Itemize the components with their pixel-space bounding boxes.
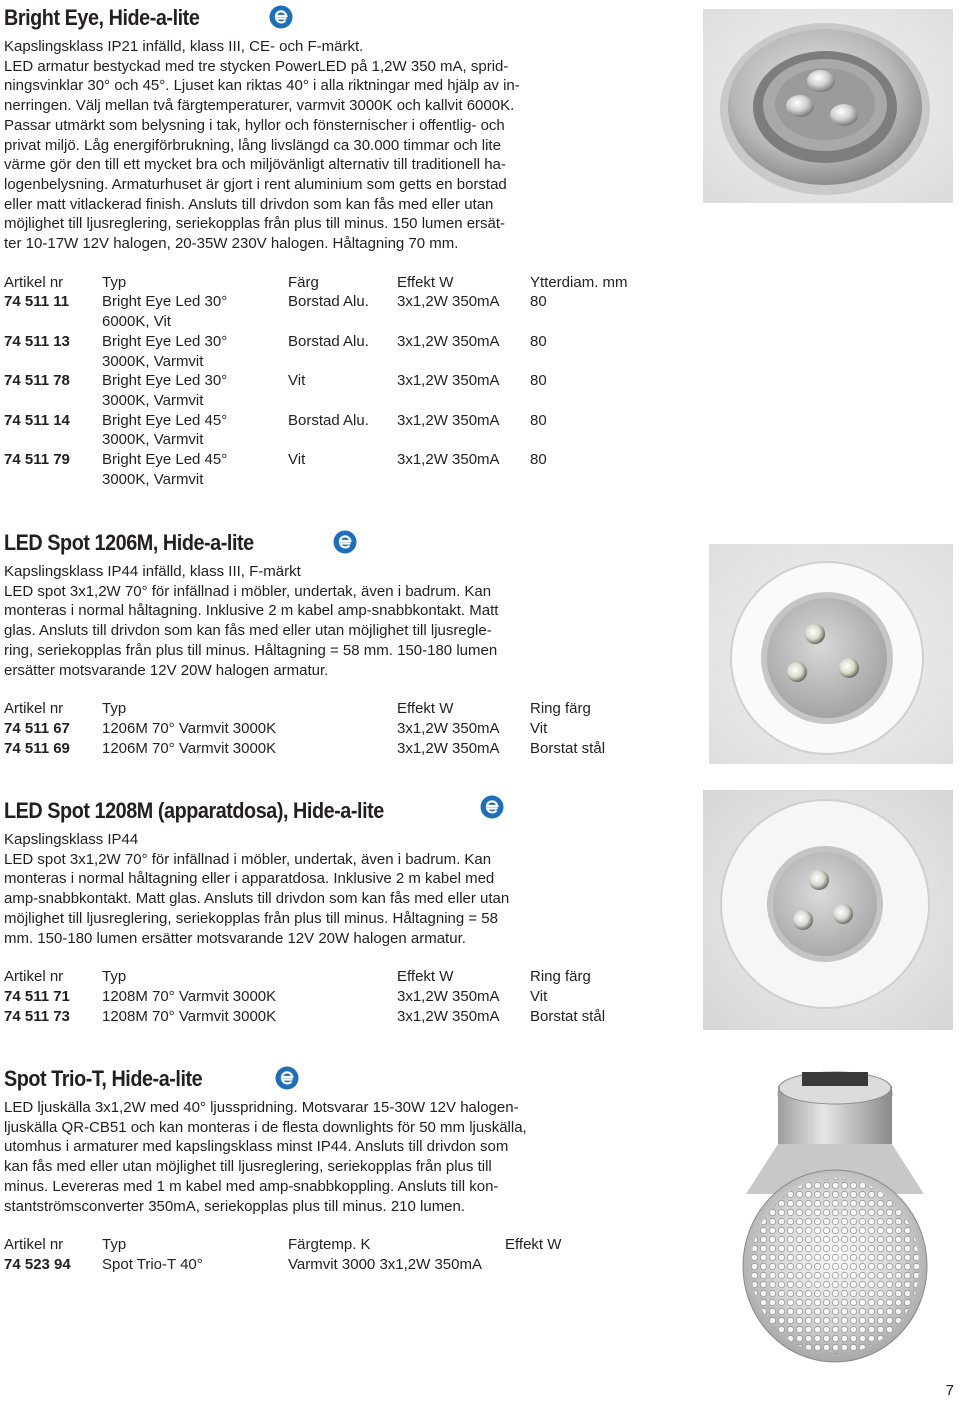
ring-color-cell: Borstat stål (530, 1007, 606, 1025)
column-header: Artikel nr (4, 1236, 64, 1254)
diameter-cell: 80 (530, 411, 547, 429)
diameter-cell: 80 (530, 372, 547, 390)
column-header: Typ (102, 968, 127, 986)
type-cell: 6000K, Vit (102, 313, 171, 331)
diameter-cell: 80 (530, 332, 547, 350)
body-line: ring, seriekopplas från plus till minus. Håltagning = 58 mm. 150-180 lumen (4, 641, 498, 659)
section-description (4, 562, 704, 680)
body-line: Kapslingsklass IP21 infälld, klass III, CE- och F-märkt. (4, 38, 364, 55)
ring-color-cell: Vit (530, 987, 548, 1005)
article-number (4, 312, 102, 332)
column-header: Typ (102, 700, 127, 718)
spec-table (4, 1235, 635, 1274)
section-title: Spot Trio-T, Hide-a-lite (4, 1066, 203, 1091)
color-cell (288, 312, 397, 332)
power-cell (397, 352, 530, 372)
article-number: 74 511 14 (4, 411, 70, 429)
led-spot-1206m-photo (709, 544, 953, 764)
diameter-cell: 80 (530, 451, 547, 469)
type-cell: Bright Eye Led 30° (102, 372, 228, 390)
color-cell: Borstad Alu. (288, 293, 369, 311)
empty-cell (505, 1255, 635, 1275)
article-number (4, 391, 102, 411)
color-temp-cell (288, 1255, 505, 1275)
body-line: stantströmsconverter 350mA, seriekopplas plus till minus. 210 lumen. (4, 1197, 466, 1215)
bright-eye-photo (703, 9, 953, 203)
column-header: Färg (288, 273, 319, 291)
e-logo-icon (333, 530, 357, 554)
section-description (4, 37, 704, 254)
body-line: ljuskälla QR-CB51 och kan monteras i de flesta downlights för 50 mm ljuskälla, (4, 1118, 527, 1136)
column-header: Ytterdiam. mm (530, 273, 628, 291)
article-number: 74 511 11 (4, 293, 70, 311)
section-led-spot-1206m (4, 528, 704, 758)
table-row (4, 470, 670, 490)
section-title-row (4, 528, 704, 562)
body-line: ersätter motsvarande 12V 20W halogen armatur. (4, 661, 329, 679)
column-header: Effekt W (397, 273, 454, 291)
table-row (4, 391, 670, 411)
body-line: möjlighet till ljusreglering, seriekopplas från plus till minus. 150 lumen ersät- (4, 215, 506, 233)
article-number: 74 511 79 (4, 451, 70, 469)
article-number (4, 352, 102, 372)
e-logo-icon (269, 5, 293, 29)
table-row (4, 1007, 670, 1027)
table-header-row (4, 273, 670, 293)
column-header: Artikel nr (4, 968, 64, 986)
diameter-cell (530, 312, 670, 332)
e-logo-icon (275, 1066, 299, 1090)
article-number (4, 470, 102, 490)
table-row (4, 987, 670, 1007)
e-logo-icon (480, 795, 504, 819)
section-title: LED Spot 1206M, Hide-a-lite (4, 530, 254, 555)
column-header: Ring färg (530, 968, 591, 986)
body-line: LED ljuskälla 3x1,2W med 40° ljusspridning. Motsvarar 15-30W 12V halogen- (4, 1099, 519, 1116)
diameter-cell: 80 (530, 293, 547, 311)
diameter-cell (530, 470, 670, 490)
table-row (4, 430, 670, 450)
color-cell: Vit (288, 372, 306, 390)
article-number: 74 511 71 (4, 987, 70, 1005)
power-cell: 3x1,2W 350mA (397, 332, 500, 350)
spec-table (4, 699, 670, 758)
type-cell: Bright Eye Led 45° (102, 411, 228, 429)
column-header: Artikel nr (4, 700, 64, 718)
power-cell: 3x1,2W 350mA (397, 719, 500, 737)
power-cell (397, 430, 530, 450)
body-line: mm. 150-180 lumen ersätter motsvarande 12V 20W halogen armatur. (4, 929, 466, 947)
body-line: ningsvinklar 30° och 45°. Ljuset kan riktas 40° i alla riktningar med hjälp av in- (4, 77, 520, 95)
article-number (4, 430, 102, 450)
type-cell: 3000K, Varmvit (102, 431, 204, 449)
section-title-row (4, 796, 704, 830)
column-header (288, 699, 397, 719)
table-row (4, 719, 670, 739)
article-number: 74 511 78 (4, 372, 70, 390)
power-value: 3x1,2W 350mA (379, 1255, 482, 1273)
body-line: monteras i normal håltagning. Inklusive 2 m kabel amp-snabbkontakt. Matt (4, 602, 499, 620)
section-bright-eye (4, 3, 704, 489)
article-number: 74 511 67 (4, 719, 70, 737)
body-line: privat miljö. Låg energiförbrukning, lång livslängd ca 30.000 timmar och lite (4, 136, 501, 154)
table-row (4, 450, 670, 470)
body-line: nerringen. Välj mellan två färgtemperaturer, varmvit 3000K och kallvit 6000K. (4, 97, 515, 115)
diameter-cell (530, 352, 670, 372)
spec-table (4, 273, 670, 490)
section-spot-trio-t (4, 1064, 704, 1275)
column-header: Artikel nr (4, 273, 64, 291)
body-line: LED spot 3x1,2W 70° för infällnad i möbler, undertak, även i badrum. Kan (4, 582, 492, 600)
type-cell: 1206M 70° Varmvit 3000K (102, 719, 277, 737)
body-line: ter 10-17W 12V halogen, 20-35W 230V halogen. Håltagning 70 mm. (4, 235, 459, 253)
body-line: utomhus i armaturer med kapslingsklass minst IP44. Ansluts till drivdon som (4, 1138, 509, 1156)
body-line: amp-snabbkontakt. Matt glas. Ansluts till drivdon som kan fås med eller utan (4, 890, 510, 908)
section-title-row (4, 3, 704, 37)
table-row (4, 739, 670, 759)
power-cell (397, 470, 530, 490)
ring-color-cell: Vit (530, 719, 548, 737)
power-cell: 3x1,2W 350mA (397, 739, 500, 757)
body-line: LED spot 3x1,2W 70° för infällnad i möbler, undertak, även i badrum. Kan (4, 850, 492, 868)
type-cell: Bright Eye Led 30° (102, 332, 228, 350)
column-header: Effekt W (505, 1236, 562, 1254)
body-line: glas. Ansluts till drivdon som kan fås med eller utan möjlighet till ljusregle- (4, 622, 492, 640)
body-line: kan fås med eller utan möjlighet till ljusreglering, seriekopplas från plus till (4, 1158, 492, 1176)
table-row (4, 312, 670, 332)
column-header (288, 967, 397, 987)
column-header: Typ (102, 1236, 127, 1254)
section-title-row (4, 1064, 704, 1098)
article-number: 74 511 73 (4, 1007, 70, 1025)
power-cell: 3x1,2W 350mA (397, 411, 500, 429)
section-description (4, 1098, 704, 1216)
table-header-row (4, 699, 670, 719)
power-cell: 3x1,2W 350mA (397, 987, 500, 1005)
article-number: 74 523 94 (4, 1255, 71, 1273)
type-cell: 1208M 70° Varmvit 3000K (102, 987, 277, 1005)
column-header: Effekt W (397, 700, 454, 718)
table-header-row (4, 967, 670, 987)
spacer-cell (288, 1007, 397, 1027)
page-number: 7 (945, 1382, 954, 1399)
body-line: värme gör den till ett mycket bra och miljövänligt alternativ till traditionell ha- (4, 156, 506, 174)
body-line: Passar utmärkt som belysning i tak, hyllor och fönsternischer i offentlig- och (4, 116, 505, 134)
article-number: 74 511 69 (4, 739, 70, 757)
spot-trio-t-photo (732, 1064, 938, 1374)
type-cell: 3000K, Varmvit (102, 352, 204, 370)
section-description (4, 830, 704, 948)
power-cell: 3x1,2W 350mA (397, 1007, 500, 1025)
table-header-row (4, 1235, 635, 1255)
body-line: monteras i normal håltagning eller i apparatdosa. Inklusive 2 m kabel med (4, 870, 495, 888)
spacer-cell (288, 739, 397, 759)
color-temp-value: Varmvit 3000 (288, 1255, 376, 1273)
color-cell (288, 352, 397, 372)
power-cell: 3x1,2W 350mA (397, 451, 500, 469)
type-cell: 3000K, Varmvit (102, 391, 204, 409)
column-header: Typ (102, 273, 127, 291)
type-cell: Bright Eye Led 45° (102, 451, 228, 469)
table-row (4, 1255, 635, 1275)
body-line: logenbelysning. Armaturhuset är gjort i rent aluminium som getts en borstad (4, 175, 507, 193)
table-row (4, 332, 670, 352)
power-cell: 3x1,2W 350mA (397, 372, 500, 390)
color-cell: Borstad Alu. (288, 332, 369, 350)
spacer-cell (288, 719, 397, 739)
color-cell: Borstad Alu. (288, 411, 369, 429)
section-title: Bright Eye, Hide-a-lite (4, 5, 200, 30)
led-spot-1208m-photo (703, 790, 953, 1030)
section-led-spot-1208m (4, 796, 704, 1026)
column-header: Effekt W (397, 968, 454, 986)
diameter-cell (530, 391, 670, 411)
column-header: Ring färg (530, 700, 591, 718)
body-line: eller matt vitlackerad finish. Ansluts till drivdon som kan fås med eller utan (4, 195, 494, 213)
body-line: Kapslingsklass IP44 (4, 831, 139, 848)
color-cell: Vit (288, 451, 306, 469)
table-row (4, 292, 670, 312)
section-title: LED Spot 1208M (apparatdosa), Hide-a-lite (4, 798, 384, 823)
body-line: möjlighet till ljusreglering, seriekopplas från plus till minus. Håltagning = 58 (4, 909, 498, 927)
color-cell (288, 391, 397, 411)
color-cell (288, 430, 397, 450)
color-cell (288, 470, 397, 490)
power-cell (397, 312, 530, 332)
table-row (4, 371, 670, 391)
spec-table (4, 967, 670, 1026)
type-cell: Bright Eye Led 30° (102, 293, 228, 311)
body-line: Kapslingsklass IP44 infälld, klass III, F-märkt (4, 563, 301, 580)
body-line: minus. Levereras med 1 m kabel med amp-snabbkoppling. Ansluts till kon- (4, 1177, 499, 1195)
power-cell (397, 391, 530, 411)
type-cell: Spot Trio-T 40° (102, 1255, 203, 1273)
table-row (4, 411, 670, 431)
type-cell: 1208M 70° Varmvit 3000K (102, 1007, 277, 1025)
power-cell: 3x1,2W 350mA (397, 293, 500, 311)
type-cell: 1206M 70° Varmvit 3000K (102, 739, 277, 757)
table-row (4, 352, 670, 372)
spacer-cell (288, 987, 397, 1007)
article-number: 74 511 13 (4, 332, 70, 350)
type-cell: 3000K, Varmvit (102, 470, 204, 488)
body-line: LED armatur bestyckad med tre stycken PowerLED på 1,2W 350 mA, sprid- (4, 57, 509, 75)
diameter-cell (530, 430, 670, 450)
column-header: Färgtemp. K (288, 1236, 371, 1254)
ring-color-cell: Borstat stål (530, 739, 606, 757)
